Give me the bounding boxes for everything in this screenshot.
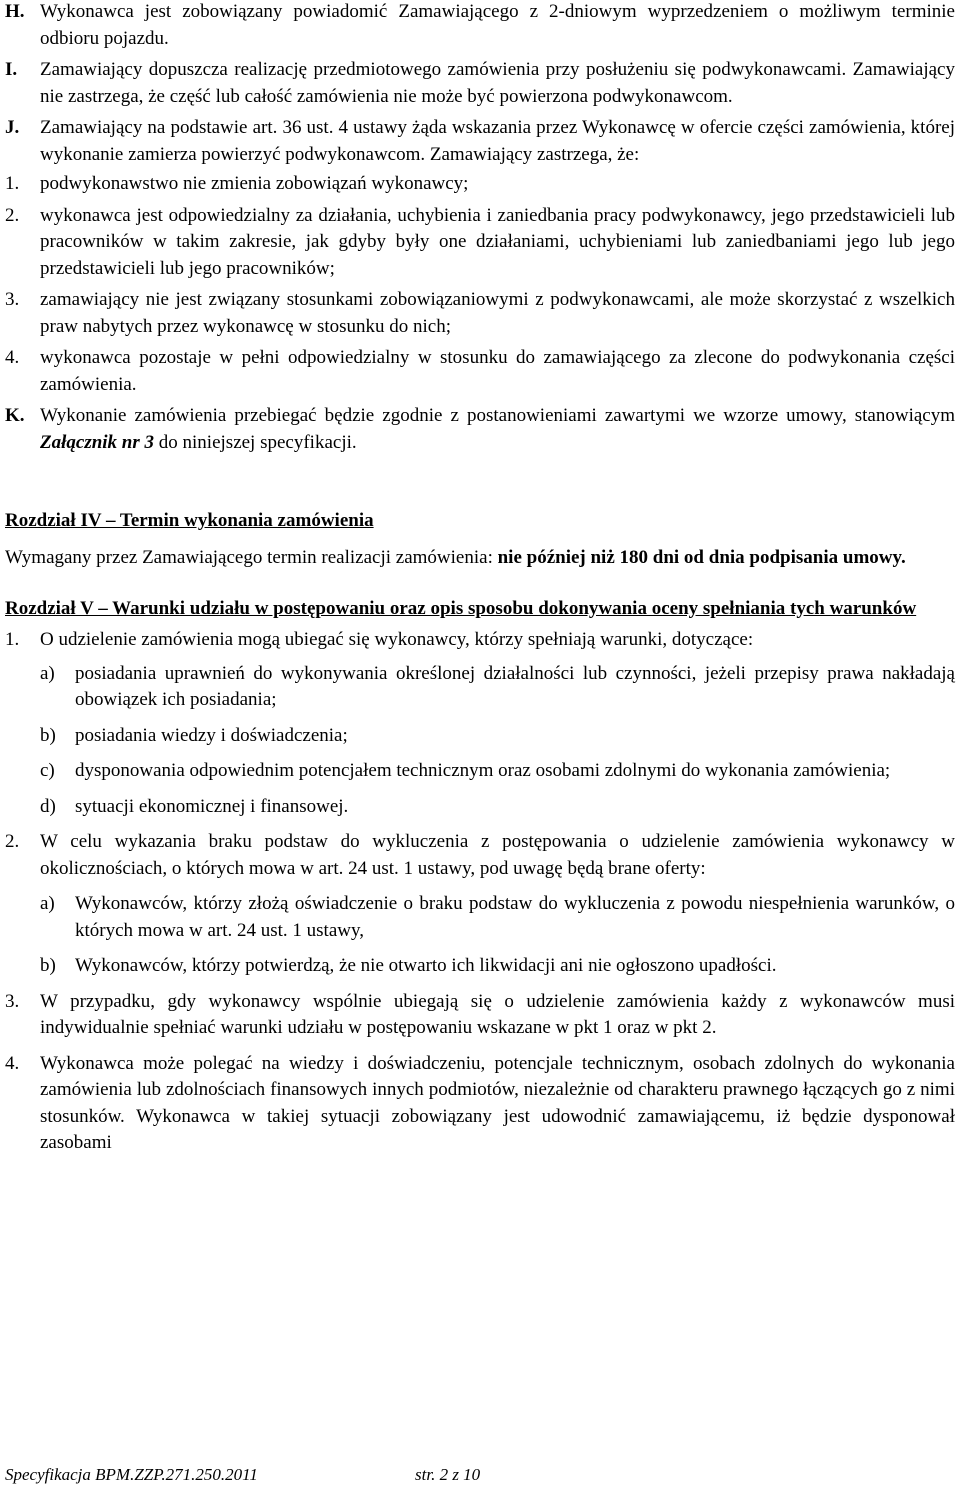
list-item	[5, 203, 955, 283]
sub-item-text: posiadania wiedzy i doświadczenia;	[75, 724, 348, 746]
item-i	[5, 57, 955, 110]
sub-item-text: dysponowania odpowiednim potencjałem technicznym oraz osobami zdolnymi do wykonania zamówienia;	[75, 760, 891, 781]
point-number: 4.	[5, 1052, 20, 1074]
list-text: zamawiający nie jest związany stosunkami zobowiązaniowymi z podwykonawcami, ale może skorzystać z wszelkich praw nabytych przez wykonawcę w stosunku do nich;	[40, 289, 955, 337]
sub-item-letter: a)	[40, 893, 55, 914]
sub-item	[5, 891, 955, 944]
item-j	[5, 115, 955, 168]
item-k	[5, 403, 955, 456]
page-number: str. 2 z 10	[415, 1465, 481, 1484]
sub-item	[5, 661, 955, 714]
chapter-4-deadline: nie później niż 180 dni od dnia podpisania umowy.	[497, 546, 906, 568]
point-number: 3.	[5, 990, 20, 1012]
sub-item-letter: d)	[40, 795, 56, 817]
item-text: Wykonawca jest zobowiązany powiadomić Zamawiającego z 2-dniowym wyprzedzeniem o możliwym terminie odbioru pojazdu.	[40, 1, 955, 49]
chapter-5-point-2	[5, 829, 955, 882]
sub-item-text: Wykonawców, którzy złożą oświadczenie o braku podstaw do wykluczenia z powodu niespełnienia warunków, o których mowa w art. 24 ust. 1 ustawy,	[75, 893, 955, 941]
sub-item	[5, 794, 955, 821]
sub-item-text: Wykonawców, którzy potwierdzą, że nie otwarto ich likwidacji ani nie ogłoszono upadłości.	[75, 955, 777, 976]
chapter-4-text-part: Wymagany przez Zamawiającego termin realizacji zamówienia:	[5, 546, 498, 568]
item-label: K.	[5, 405, 25, 426]
list-number: 4.	[5, 347, 20, 368]
list-item	[5, 171, 955, 198]
list-text: podwykonawstwo nie zmienia zobowiązań wykonawcy;	[40, 173, 469, 194]
sub-item-letter: c)	[40, 760, 55, 781]
point-text: W celu wykazania braku podstaw do wykluczenia z postępowania o udzielenie zamówienia wykonawcy w okolicznościach, o których mowa w art. 24 ust. 1 ustawy, pod uwagę będą brane oferty:	[40, 831, 955, 879]
point-text: W przypadku, gdy wykonawcy wspólnie ubiegają się o udzielenie zamówienia każdy z wykonawców musi indywidualnie spełniać warunki udziału w postępowaniu wskazane w pkt 1 oraz w pkt 2.	[40, 990, 955, 1038]
item-text: Zamawiający na podstawie art. 36 ust. 4 ustawy żąda wskazania przez Wykonawcę w ofercie części zamówienia, której wykonanie zamierza powierzyć podwykonawcom. Zamawiający zastrzega, że:	[40, 117, 955, 165]
point-text: Wykonawca może polegać na wiedzy i doświadczeniu, potencjale technicznym, osobach zdolnych do wykonania zamówienia lub zdolnościach finansowych innych podmiotów, niezależnie od charakteru prawnego łączących go z nimi stosunków. Wykonawca w takiej sytuacji zobowiązany jest udowodnić zamawiającemu, iż będzie dysponował zasobami	[40, 1052, 955, 1153]
list-item	[5, 287, 955, 340]
j-list	[5, 171, 955, 398]
item-label: I.	[5, 59, 18, 80]
list-text: wykonawca pozostaje w pełni odpowiedzialny w stosunku do zamawiającego za zlecone do podwykonania części zamówienia.	[40, 347, 955, 395]
item-text-part: Wykonanie zamówienia przebiegać będzie zgodnie z postanowieniami zawartymi we wzorze umowy, stanowiącym	[40, 405, 955, 426]
chapter-5-point-3	[5, 989, 955, 1042]
point-number: 2.	[5, 831, 20, 852]
chapter-4-text	[5, 542, 955, 574]
document-page	[5, 0, 955, 1157]
list-number: 1.	[5, 173, 20, 194]
attachment-reference: Załącznik nr 3	[40, 431, 155, 453]
point-text: O udzielenie zamówienia mogą ubiegać się wykonawcy, którzy spełniają warunki, dotyczące:	[40, 629, 754, 650]
sub-item	[5, 953, 955, 980]
sub-item	[5, 723, 955, 750]
sub-item-letter: b)	[40, 955, 56, 976]
point-number: 1.	[5, 629, 20, 650]
specification-reference: Specyfikacja BPM.ZZP.271.250.2011	[5, 1465, 258, 1484]
chapter-4-heading: Rozdział IV – Termin wykonania zamówienia	[5, 510, 374, 531]
item-text: Zamawiający dopuszcza realizację przedmiotowego zamówienia przy posłużeniu się podwykonawcami. Zamawiający nie zastrzega, że część lub całość zamówienia nie może być powierzona podwykonawcom.	[40, 59, 955, 107]
chapter-5-heading: Rozdział V – Warunki udziału w postępowaniu oraz opis sposobu dokonywania oceny spełniania tych warunków	[5, 597, 917, 619]
item-label: J.	[5, 117, 20, 138]
list-text: wykonawca jest odpowiedzialny za działania, uchybienia i zaniedbania pracy podwykonawcy, jego przedstawicieli lub pracowników w takim zakresie, jak gdyby były one działaniami, uchybieniami lub zaniedbaniami jego lub jego przedstawicieli lub jego pracowników;	[40, 204, 955, 279]
item-text	[40, 403, 955, 456]
list-item	[5, 345, 955, 398]
list-number: 3.	[5, 289, 20, 310]
sub-item	[5, 758, 955, 785]
item-label: H.	[5, 1, 25, 22]
list-number: 2.	[5, 204, 20, 226]
chapter-5-point-1	[5, 627, 955, 654]
item-h	[5, 0, 955, 52]
sub-item-letter: a)	[40, 662, 55, 684]
chapter-5-point-4	[5, 1051, 955, 1157]
sub-item-letter: b)	[40, 724, 56, 746]
sub-item-text: posiadania uprawnień do wykonywania określonej działalności lub czynności, jeżeli przepisy prawa nakładają obowiązek ich posiadania;	[75, 662, 955, 710]
sub-item-text: sytuacji ekonomicznej i finansowej.	[75, 795, 349, 817]
page-footer	[5, 1462, 481, 1489]
item-text-part: do niniejszej specyfikacji.	[154, 431, 357, 453]
